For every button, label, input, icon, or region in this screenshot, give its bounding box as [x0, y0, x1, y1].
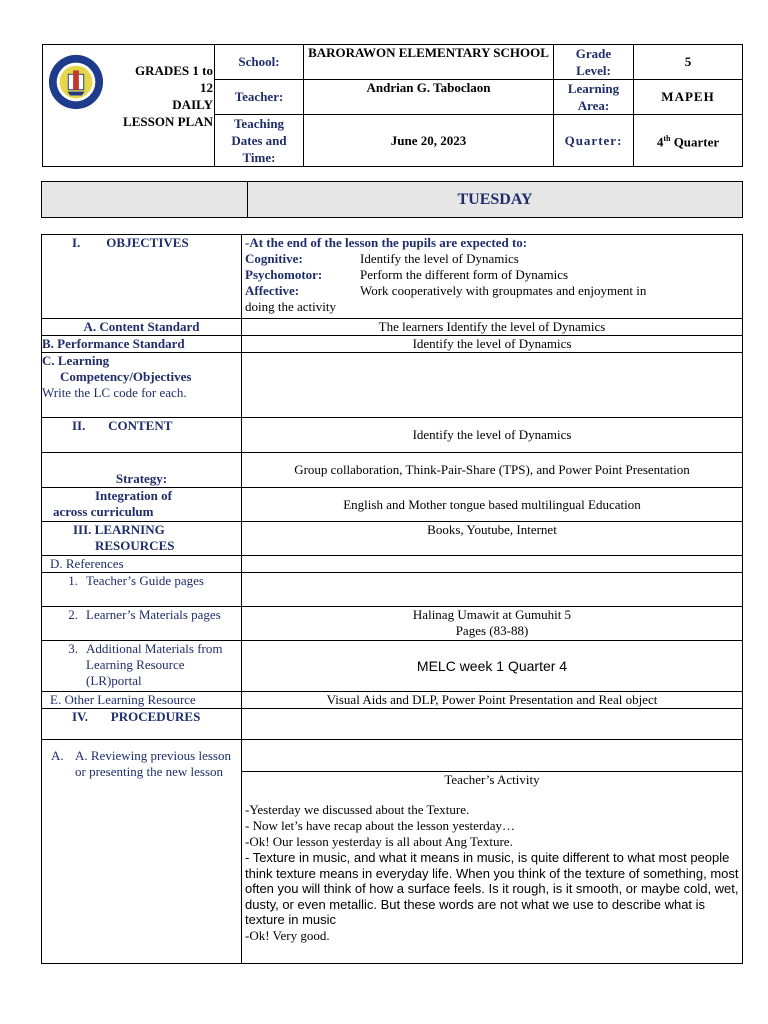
psychomotor-label: Psychomotor:	[245, 267, 323, 282]
content-standard-value: The learners Identify the level of Dynamics	[242, 319, 743, 336]
lc-label-line-2: Competency/Objectives	[60, 369, 192, 384]
learning-competency-label	[42, 353, 242, 418]
additional-materials-label	[42, 641, 242, 692]
learning-resources-label	[42, 522, 242, 556]
lc-label-line-1: C. Learning	[42, 353, 110, 368]
learning-competency-value	[242, 353, 743, 418]
grades-line-4: LESSON PLAN	[123, 114, 213, 129]
affective-value: Work cooperatively with groupmates and enjoyment in	[360, 283, 647, 298]
tg-number: 1.	[68, 573, 78, 588]
references-label: D. References	[42, 556, 242, 573]
teachers-guide-value	[242, 573, 743, 607]
quarter-suffix: th	[663, 133, 671, 143]
lm-value-line-1: Halinag Umawit at Gumuhit 5	[412, 607, 572, 622]
grades-line-2: 12	[200, 80, 213, 95]
integration-value: English and Mother tongue based multilingual Education	[242, 488, 743, 522]
procedures-label: IV. PROCEDURES	[42, 709, 242, 740]
header-logo-cell	[43, 45, 215, 167]
school-value: BARORAWON ELEMENTARY SCHOOL	[304, 45, 554, 80]
cognitive-value: Identify the level of Dynamics	[360, 251, 519, 266]
teachers-guide-label	[42, 573, 242, 607]
teacher-activity-cell	[242, 772, 743, 964]
procedures-value	[242, 709, 743, 740]
activity-line-5: -Ok! Very good.	[245, 927, 330, 943]
grades-title	[103, 62, 213, 130]
lc-note: Write the LC code for each.	[42, 385, 187, 400]
review-lesson-label	[42, 740, 242, 964]
content-standard-label: A. Content Standard	[42, 319, 242, 336]
review-text: A. Reviewing previous lesson or presenting the new lesson	[75, 748, 231, 779]
learning-area-value: MAPEH	[634, 80, 743, 115]
content-label: II. CONTENT	[42, 418, 242, 453]
integration-label	[42, 488, 242, 522]
lr-label-line-1: III. LEARNING	[73, 522, 165, 537]
quarter-value	[634, 115, 743, 167]
day-bar	[41, 181, 743, 218]
objectives-label: I. OBJECTIVES	[42, 235, 242, 319]
lm-number: 2.	[68, 607, 78, 622]
strategy-value: Group collaboration, Think-Pair-Share (TPS), and Power Point Presentation	[242, 453, 743, 488]
learning-resources-value: Books, Youtube, Internet	[242, 522, 743, 556]
other-resource-label: E. Other Learning Resource	[42, 692, 242, 709]
affective-label: Affective:	[245, 283, 300, 298]
grade-level-value: 5	[634, 45, 743, 80]
am-number: 3.	[68, 641, 78, 656]
dates-value: June 20, 2023	[304, 115, 554, 167]
integration-label-line-1: Integration of	[95, 488, 172, 503]
deped-seal-icon	[47, 53, 105, 111]
day-label: TUESDAY	[248, 182, 743, 218]
quarter-label: Quarter:	[554, 115, 634, 167]
psychomotor-value: Perform the different form of Dynamics	[360, 267, 569, 282]
other-resource-value: Visual Aids and DLP, Power Point Presentation and Real object	[242, 692, 743, 709]
lm-value-line-2: Pages (83-88)	[455, 623, 529, 638]
performance-standard-label: B. Performance Standard	[42, 336, 242, 353]
activity-paragraph: - Texture in music, and what it means in music, is quite different to what most people think texture means in everyday life. When you think of the texture of something, most often you will think of how a surface feels. Is it rough, is it smooth, or maybe cold, wet, dusty, or even metallic. But these words are not what we use to describe what is texture in music	[245, 850, 739, 927]
objectives-intro: -At the end of the lesson the pupils are expected to:	[245, 235, 528, 250]
learners-materials-value	[242, 607, 743, 641]
tg-text: Teacher’s Guide pages	[86, 573, 204, 588]
performance-standard-value: Identify the level of Dynamics	[242, 336, 743, 353]
activity-line-1: -Yesterday we discussed about the Texture.	[245, 802, 470, 817]
lesson-plan-table	[41, 234, 743, 964]
references-value	[242, 556, 743, 573]
quarter-number: 4	[656, 134, 664, 150]
grades-line-3: DAILY	[172, 97, 213, 112]
grade-level-label: Grade Level:	[554, 45, 634, 80]
dates-label: Teaching Dates and Time:	[215, 115, 304, 167]
additional-materials-value: MELC week 1 Quarter 4	[242, 641, 743, 692]
integration-label-line-2: across curriculum	[53, 504, 154, 519]
review-blank-cell	[242, 740, 743, 772]
school-label: School:	[215, 45, 304, 80]
am-text: Additional Materials from Learning Resource (LR)portal	[86, 641, 223, 688]
lm-text: Learner’s Materials pages	[86, 607, 221, 622]
learning-area-label: Learning Area:	[554, 80, 634, 115]
cognitive-label: Cognitive:	[245, 251, 303, 266]
content-value: Identify the level of Dynamics	[242, 418, 743, 453]
strategy-label: Strategy:	[42, 453, 242, 488]
grades-line-1: GRADES 1 to	[134, 63, 213, 78]
activity-line-3: -Ok! Our lesson yesterday is all about Ang Texture.	[245, 834, 513, 849]
objectives-value	[242, 235, 743, 319]
day-bar-left	[42, 182, 248, 218]
teacher-value: Andrian G. Taboclaon	[304, 80, 554, 115]
learners-materials-label	[42, 607, 242, 641]
lr-label-line-2: RESOURCES	[95, 538, 175, 553]
activity-line-2: - Now let’s have recap about the lesson yesterday…	[245, 818, 516, 833]
affective-value-cont: doing the activity	[245, 299, 336, 314]
quarter-word: Quarter	[673, 134, 720, 150]
teacher-label: Teacher:	[215, 80, 304, 115]
review-letter: A.	[51, 748, 64, 763]
teacher-activity-title: Teacher’s Activity	[444, 772, 540, 787]
header-table	[42, 44, 743, 167]
